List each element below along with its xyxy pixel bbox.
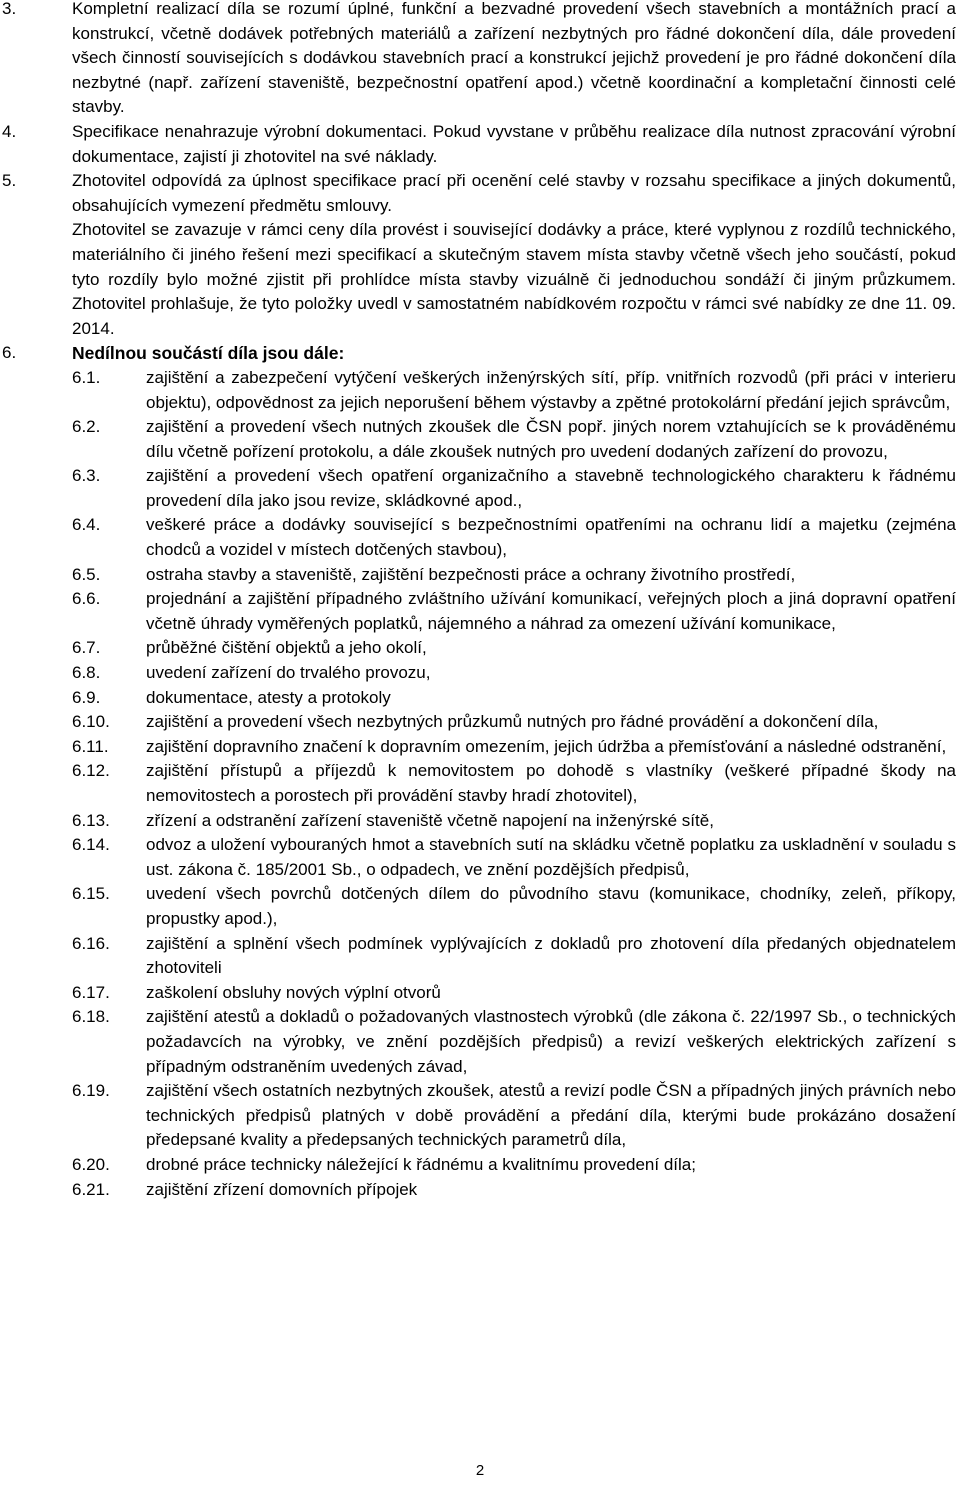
item-number: 6.18. [72, 1007, 110, 1027]
item-number: 6.16. [72, 933, 110, 953]
list-item [2, 587, 956, 636]
list-item [2, 366, 956, 415]
item-number: 6.17. [72, 982, 110, 1002]
list-item [2, 661, 956, 686]
section-number: 5. [2, 171, 17, 191]
section-5-continuation: Zhotovitel se zavazuje v rámci ceny díla provést i související dodávky a práce, které vyplynou z rozdílů technického, materiálního či jiného řešení mezi specifikací a skutečným stavem místa stavby včetně všech jeho součástí, pokud tyto rozdíly bylo možné zjistit při prohlídce místa stavby vizuálně či jednoduchou sondáží či jiným průzkumem. Zhotovitel prohlašuje, že tyto položky uvedl v samostatném nabídkovém rozpočtu v rámci své nabídky ze dne 11. 09. 2014. [72, 220, 956, 338]
item-number: 6.19. [72, 1081, 110, 1101]
section-number: 6. [2, 343, 17, 363]
list-item [2, 882, 956, 931]
item-text: ostraha stavby a staveniště, zajištění bezpečnosti práce a ochrany životního prostředí, [146, 564, 796, 584]
item-number: 6.4. [72, 515, 101, 535]
section-text: Kompletní realizací díla se rozumí úplné, funkční a bezvadné provedení všech stavebních a montážních prací a konstrukcí, včetně dodávek potřebných materiálů a zařízení nezbytných pro řádné dokončení díla, dále provedení všech činností souvisejících s dodávkou stavebních prací a konstrukcí jejichž provedení je pro řádné dokončení díla nezbytné (např. zařízení staveniště, bezpečnostní opatření apod.) včetně koordinační a kompletační činnosti celé stavby. [72, 0, 956, 117]
item-number: 6.11. [72, 736, 109, 756]
page-number: 2 [475, 1462, 485, 1479]
section-text: Zhotovitel odpovídá za úplnost specifikace prací při ocenění celé stavby v rozsahu specifikace a jiných dokumentů, obsahujících vymezení předmětu smlouvy. [72, 171, 956, 215]
item-text: průběžné čištění objektů a jeho okolí, [146, 638, 427, 658]
item-text: zajištění a provedení všech nutných zkoušek dle ČSN popř. jiných norem vztahujících se k prováděnému dílu včetně pořízení protokolu, a dále zkoušek nutných pro uvedení dodaných zařízení do provozu, [146, 417, 956, 461]
item-number: 6.1. [72, 367, 101, 387]
item-number: 6.7. [72, 638, 101, 658]
list-item [2, 833, 956, 882]
document-content [2, 0, 956, 1202]
list-item [2, 686, 956, 711]
section-3 [2, 0, 956, 120]
section-4 [2, 120, 956, 169]
item-number: 6.20. [72, 1154, 110, 1174]
item-list [2, 366, 956, 1202]
item-number: 6.21. [72, 1179, 110, 1199]
item-number: 6.14. [72, 835, 110, 855]
list-item [2, 1005, 956, 1079]
item-text: zřízení a odstranění zařízení staveniště včetně napojení na inženýrské sítě, [146, 810, 714, 830]
list-item [2, 513, 956, 562]
item-text: uvedení zařízení do trvalého provozu, [146, 663, 431, 683]
item-text: zajištění a provedení všech opatření organizačního a stavebně technologického charakteru k řádnému provedení díla jako jsou revize, skládkovné apod., [146, 466, 956, 510]
list-item [2, 415, 956, 464]
section-text: Specifikace nenahrazuje výrobní dokumentaci. Pokud vyvstane v průběhu realizace díla nutnost zpracování výrobní dokumentace, zajistí ji zhotovitel na své náklady. [72, 121, 956, 166]
item-text: dokumentace, atesty a protokoly [146, 687, 391, 707]
list-item [2, 932, 956, 981]
section-heading: Nedílnou součástí díla jsou dále: [72, 343, 345, 364]
section-6 [2, 341, 956, 366]
section-number: 3. [2, 0, 17, 18]
list-item [2, 710, 956, 735]
list-item [2, 1153, 956, 1178]
item-number: 6.15. [72, 884, 110, 904]
section-number: 4. [2, 121, 17, 141]
item-number: 6.13. [72, 810, 110, 830]
item-text: zaškolení obsluhy nových výplní otvorů [146, 982, 441, 1002]
item-text: odvoz a uložení vybouraných hmot a stavebních sutí na skládku včetně poplatku za uskladnění v souladu s ust. zákona č. 185/2001 Sb., o odpadech, ve znění pozdějších předpisů, [146, 835, 956, 879]
item-number: 6.10. [72, 712, 110, 732]
list-item [2, 1079, 956, 1153]
list-item [2, 464, 956, 513]
list-item [2, 1178, 956, 1203]
item-text: veškeré práce a dodávky související s bezpečnostními opatřeními na ochranu lidí a majetku (zejména chodců a vozidel v místech dotčených stavbou), [146, 515, 956, 560]
list-item [2, 809, 956, 834]
item-number: 6.3. [72, 466, 101, 486]
section-5 [2, 169, 956, 218]
item-number: 6.5. [72, 564, 101, 584]
item-number: 6.9. [72, 687, 101, 707]
list-item [2, 563, 956, 588]
list-item [2, 981, 956, 1006]
list-item [2, 735, 956, 760]
item-text: zajištění a zabezpečení vytýčení veškerých inženýrských sítí, příp. vnitřních rozvodů (při práci v interieru objektu), odpovědnost za jejich neporušení během výstavby a zpětné protokolární předání jejich správcům, [146, 367, 956, 412]
item-text: zajištění přístupů a příjezdů k nemovitostem po dohodě s vlastníky (veškeré případné škody na nemovitostech a porostech při provádění stavby hradí zhotovitel), [146, 761, 956, 805]
item-text: zajištění a splnění všech podmínek vyplývajících z dokladů pro zhotovení díla předaných objednatelem zhotoviteli [146, 933, 956, 978]
item-text: zajištění dopravního značení k dopravním omezením, jejich údržba a přemísťování a následné odstranění, [146, 736, 947, 756]
item-number: 6.8. [72, 663, 101, 683]
item-text: zajištění a provedení všech nezbytných průzkumů nutných pro řádné provádění a dokončení díla, [146, 712, 879, 732]
list-item [2, 636, 956, 661]
item-text: projednání a zajištění případného zvláštního užívání komunikací, veřejných ploch a jiná dopravní opatření včetně úhrady vyměřených poplatků, nájemného a náhrad za omezení užívání komunikace, [146, 589, 956, 633]
item-text: zajištění všech ostatních nezbytných zkoušek, atestů a revizí podle ČSN a případných jiných právních nebo technických předpisů platných v době provádění a předání díla, kterými bude prokázáno dosažení předepsané kvality a předepsaných technických parametrů díla, [146, 1081, 956, 1150]
item-text: uvedení všech povrchů dotčených dílem do původního stavu (komunikace, chodníky, zeleň, příkopy, propustky apod.), [146, 884, 956, 928]
item-text: zajištění atestů a dokladů o požadovaných vlastnostech výrobků (dle zákona č. 22/1997 Sb., o technických požadavcích na výrobky, ve znění pozdějších předpisů) a revizí veškerých elektrických zařízení s případným odstraněním uvedených závad, [146, 1007, 956, 1076]
item-number: 6.2. [72, 417, 101, 437]
item-text: zajištění zřízení domovních přípojek [146, 1179, 418, 1199]
item-number: 6.6. [72, 589, 101, 609]
item-number: 6.12. [72, 761, 110, 781]
list-item [2, 759, 956, 808]
item-text: drobné práce technicky náležející k řádnému a kvalitnímu provedení díla; [146, 1154, 696, 1174]
